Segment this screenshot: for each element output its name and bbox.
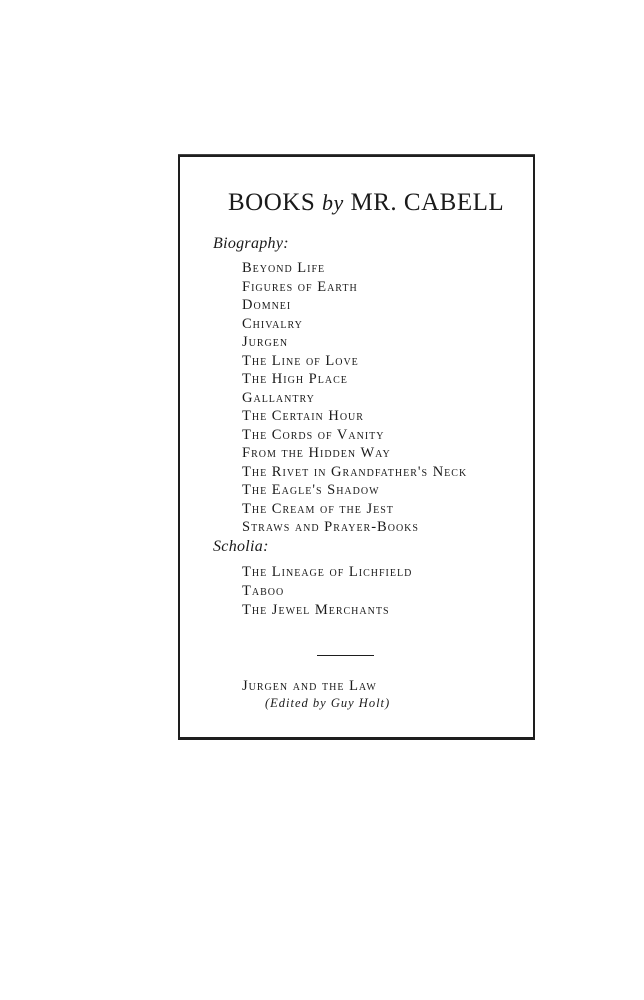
book-list-frame xyxy=(178,155,535,740)
book-title: The Cords of Vanity xyxy=(242,426,385,443)
book-title: From the Hidden Way xyxy=(242,445,391,461)
book-title: The Line of Love xyxy=(242,352,359,369)
appendix-title: Jurgen and the Law xyxy=(242,678,377,694)
book-title: Domnei xyxy=(242,297,292,313)
scholia-heading: Scholia: xyxy=(213,538,269,555)
book-title: Jurgen xyxy=(242,334,289,350)
book-title: Chivalry xyxy=(242,315,303,332)
section-divider xyxy=(317,655,374,656)
book-title: The Certain Hour xyxy=(242,408,364,424)
book-title: Figures of Earth xyxy=(242,278,358,295)
book-title: The Lineage of Lichfield xyxy=(242,564,413,580)
book-title: Straws and Prayer-Books xyxy=(242,519,419,535)
book-title: Gallantry xyxy=(242,389,315,406)
title-by: by xyxy=(322,190,344,215)
biography-list xyxy=(242,259,467,537)
book-title: The Jewel Merchants xyxy=(242,602,390,618)
book-title: Beyond Life xyxy=(242,260,326,276)
book-title: The Eagle's Shadow xyxy=(242,482,380,498)
scholia-list xyxy=(242,563,412,620)
book-title: The Rivet in Grandfather's Neck xyxy=(242,463,468,480)
book-title: Taboo xyxy=(242,583,285,599)
book-title: The High Place xyxy=(242,371,348,387)
book-title: The Cream of the Jest xyxy=(242,500,394,517)
biography-heading: Biography: xyxy=(213,235,289,252)
title-author: MR. CABELL xyxy=(350,189,505,216)
title-main: BOOKS xyxy=(228,189,316,216)
page-title xyxy=(228,189,504,217)
appendix-note: (Edited by Guy Holt) xyxy=(265,696,391,710)
